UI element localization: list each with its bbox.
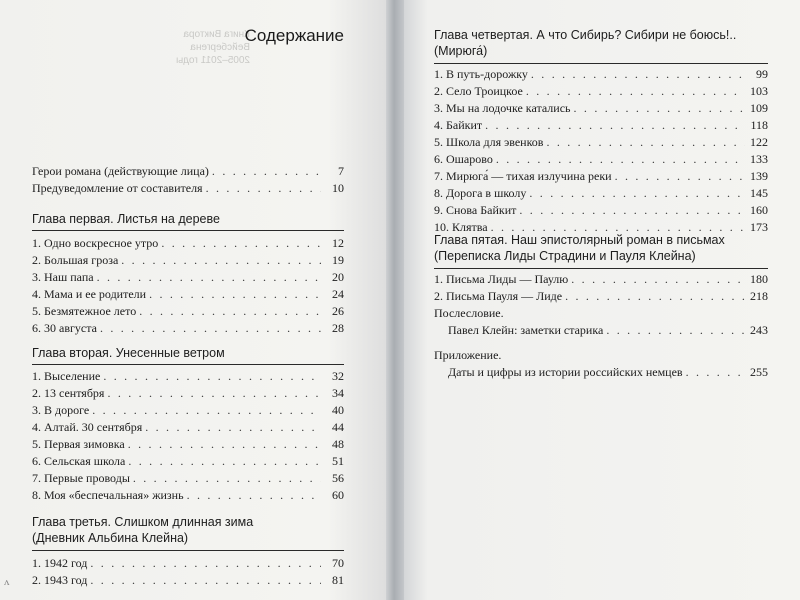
chapter-4-heading-line1: Глава четвертая. А что Сибирь? Сибири не боюсь!.. <box>434 28 737 42</box>
chapter-4-heading[interactable] <box>434 27 736 59</box>
entry-title: 2. Большая гроза <box>32 253 119 267</box>
afterword-entry[interactable] <box>448 323 768 338</box>
chapter-1-heading[interactable]: Глава первая. Листья на дереве <box>32 212 220 226</box>
left-page <box>0 0 386 600</box>
chapter-3-heading-line1: Глава третья. Слишком длинная зима <box>32 515 254 529</box>
toc-entry[interactable] <box>32 236 344 251</box>
toc-entry[interactable] <box>32 573 344 588</box>
entry-title: 3. Мы на лодочке катались <box>434 101 571 115</box>
chapter-3-heading[interactable] <box>32 514 253 546</box>
entry-page: 118 <box>750 118 768 132</box>
toc-entry[interactable] <box>32 270 344 285</box>
entry-title: 1. Письма Лиды — Паулю <box>434 272 569 286</box>
contents-title: Содержание <box>244 26 344 45</box>
entry-title: 2. 1943 год <box>32 573 88 587</box>
chapter-1-rule <box>32 230 344 231</box>
toc-entry[interactable] <box>434 272 768 287</box>
chapter-4-rule <box>434 63 768 64</box>
entry-page: 20 <box>332 270 344 284</box>
entry-title: 4. Байкит <box>434 118 483 132</box>
appendix-entry[interactable] <box>448 365 768 380</box>
entry-page: 160 <box>750 203 768 217</box>
toc-entry[interactable] <box>32 420 344 435</box>
entry-title: 2. 13 сентября <box>32 386 105 400</box>
entry-page: 99 <box>756 67 768 81</box>
entry-title: 5. Первая зимовка <box>32 437 125 451</box>
entry-page: 48 <box>332 437 344 451</box>
entry-title: 5. Школа для эвенков <box>434 135 544 149</box>
toc-entry[interactable] <box>32 454 344 469</box>
entry-page: 173 <box>750 220 768 234</box>
entry-title: Герои романа (действующие лица) <box>32 164 209 178</box>
entry-page: 122 <box>750 135 768 149</box>
show-through-text: Книга Виктора Вейсбергена 2005–2011 годы <box>176 29 250 66</box>
entry-title: 4. Алтай. 30 сентября <box>32 420 143 434</box>
entry-page: 70 <box>332 556 344 570</box>
entry-page: 12 <box>332 236 344 250</box>
entry-page: 218 <box>750 289 768 303</box>
entry-title: 6. Сельская школа <box>32 454 126 468</box>
entry-title: 8. Моя «беспечальная» жизнь <box>32 488 184 502</box>
toc-entry[interactable] <box>434 118 768 133</box>
entry-page: 51 <box>332 454 344 468</box>
entry-page: 255 <box>750 365 768 379</box>
toc-entry[interactable] <box>434 289 768 304</box>
right-page <box>404 0 800 600</box>
toc-entry[interactable] <box>434 67 768 82</box>
chapter-4-heading-line2: (Мирюга́) <box>434 44 488 58</box>
chapter-5-heading-line1: Глава пятая. Наш эпистолярный роман в письмах <box>434 233 725 247</box>
chapter-5-heading[interactable] <box>434 232 725 264</box>
chapter-3-rule <box>32 550 344 551</box>
entry-page: 7 <box>338 164 344 178</box>
entry-page: 103 <box>750 84 768 98</box>
entry-title: 7. Первые проводы <box>32 471 130 485</box>
toc-entry[interactable] <box>32 386 344 401</box>
entry-page: 32 <box>332 369 344 383</box>
entry-title: 8. Дорога в школу <box>434 186 527 200</box>
entry-page: 133 <box>750 152 768 166</box>
entry-page: 60 <box>332 488 344 502</box>
entry-page: 24 <box>332 287 344 301</box>
chapter-2-rule <box>32 364 344 365</box>
toc-entry[interactable] <box>32 253 344 268</box>
entry-title: 3. В дороге <box>32 403 90 417</box>
chapter-5-heading-line2: (Переписка Лиды Страдини и Пауля Клейна) <box>434 249 696 263</box>
toc-entry[interactable] <box>434 84 768 99</box>
entry-title: 1. Выселение <box>32 369 101 383</box>
entry-title: 4. Мама и ее родители <box>32 287 147 301</box>
entry-page: 34 <box>332 386 344 400</box>
toc-entry[interactable] <box>32 556 344 571</box>
entry-page: 139 <box>750 169 768 183</box>
toc-entry[interactable] <box>32 437 344 452</box>
entry-title: Даты и цифры из истории российских немцев <box>448 365 683 379</box>
entry-title: 5. Безмятежное лето <box>32 304 137 318</box>
entry-title: 7. Мирюга́ — тихая излучина реки <box>434 169 612 183</box>
entry-title: 6. 30 августа <box>32 321 97 335</box>
entry-page: 26 <box>332 304 344 318</box>
toc-entry[interactable] <box>434 152 768 167</box>
toc-entry[interactable] <box>434 186 768 201</box>
corner-mark: ʌ <box>4 576 10 588</box>
entry-page: 109 <box>750 101 768 115</box>
entry-page: 40 <box>332 403 344 417</box>
toc-entry[interactable] <box>434 101 768 116</box>
afterword-label: Послесловие. <box>434 306 504 320</box>
entry-page: 243 <box>750 323 768 337</box>
entry-page: 28 <box>332 321 344 335</box>
toc-entry[interactable] <box>434 135 768 150</box>
entry-page: 56 <box>332 471 344 485</box>
toc-entry[interactable] <box>32 369 344 384</box>
entry-page: 44 <box>332 420 344 434</box>
entry-page: 10 <box>332 181 344 195</box>
appendix-label: Приложение. <box>434 348 502 362</box>
entry-title: 10. Клятва <box>434 220 488 234</box>
entry-title: 2. Письма Пауля — Лиде <box>434 289 563 303</box>
toc-entry[interactable] <box>32 321 344 336</box>
entry-title: 2. Село Троицкое <box>434 84 523 98</box>
toc-entry[interactable] <box>32 403 344 418</box>
toc-entry[interactable] <box>32 304 344 319</box>
entry-page: 180 <box>750 272 768 286</box>
toc-entry[interactable] <box>32 471 344 486</box>
chapter-2-heading[interactable]: Глава вторая. Унесенные ветром <box>32 346 225 360</box>
chapter-3-heading-line2: (Дневник Альбина Клейна) <box>32 531 189 545</box>
chapter-5-rule <box>434 268 768 269</box>
entry-title: Предуведомление от составителя <box>32 181 203 195</box>
toc-entry[interactable] <box>32 287 344 302</box>
entry-title: 1. В путь-дорожку <box>434 67 528 81</box>
entry-title: 3. Наш папа <box>32 270 94 284</box>
entry-page: 19 <box>332 253 344 267</box>
entry-title: 1. Одно воскресное утро <box>32 236 159 250</box>
entry-title: Павел Клейн: заметки старика <box>448 323 604 337</box>
toc-entry[interactable] <box>434 169 768 184</box>
toc-entry-intro-heroes[interactable] <box>32 164 344 179</box>
entry-page: 145 <box>750 186 768 200</box>
toc-entry-intro-preface[interactable] <box>32 181 344 196</box>
toc-entry[interactable] <box>32 488 344 503</box>
entry-title: 9. Снова Байкит <box>434 203 517 217</box>
toc-entry[interactable] <box>434 203 768 218</box>
entry-page: 81 <box>332 573 344 587</box>
entry-title: 1. 1942 год <box>32 556 88 570</box>
entry-title: 6. Ошарово <box>434 152 493 166</box>
book-gutter <box>386 0 404 600</box>
